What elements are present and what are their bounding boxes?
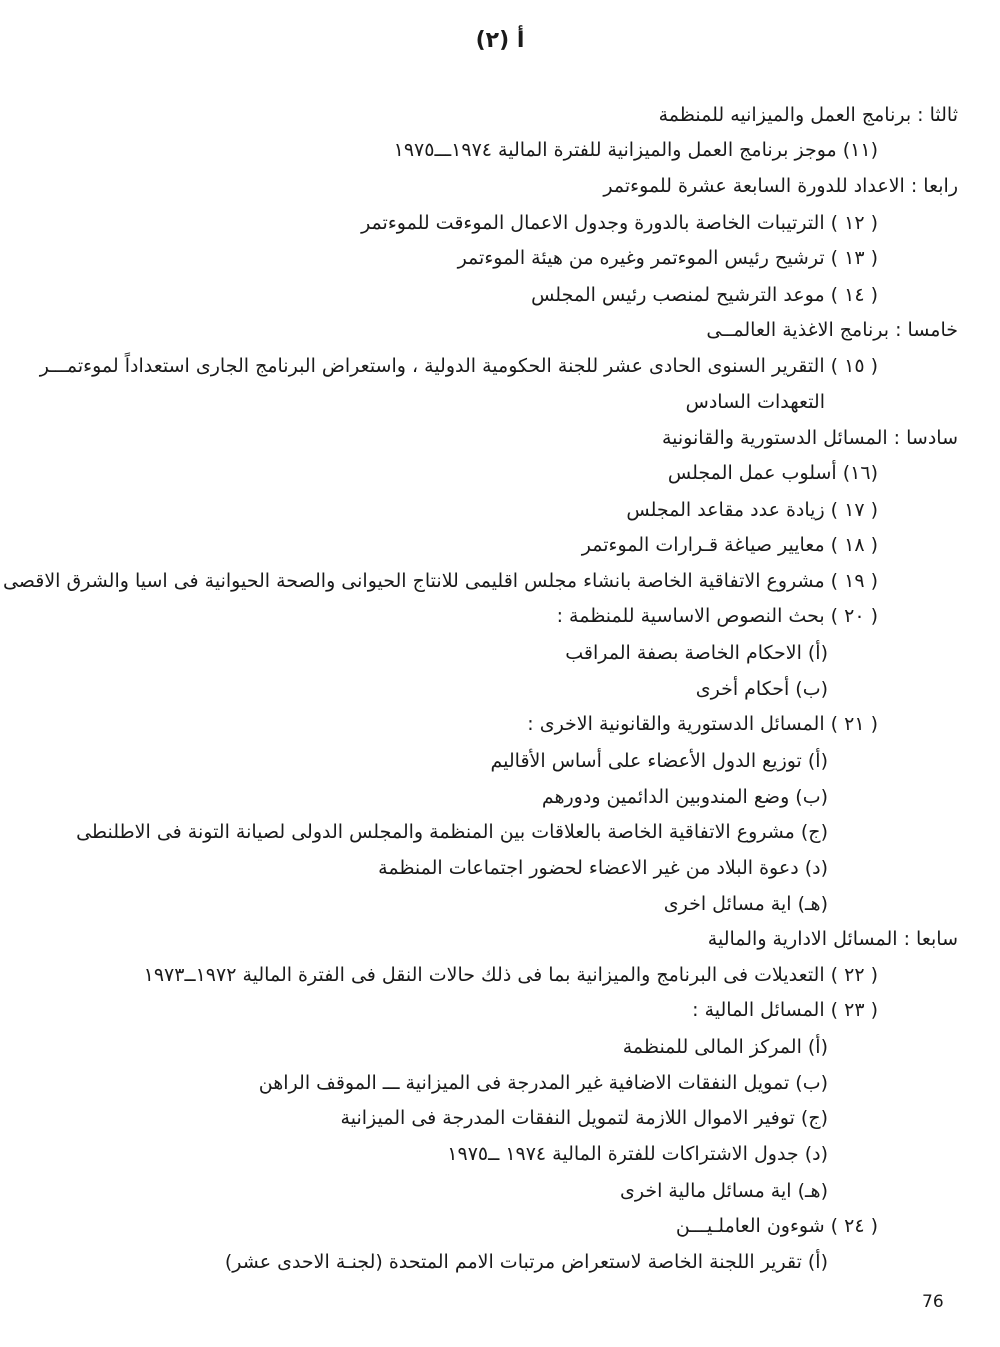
sub-item-21d: (د) دعوة البلاد من غير الاعضاء لحضور اجتماعات المنظمة [378, 857, 828, 879]
agenda-item-23: ( ٢٣ ) المسائل المالية : [692, 999, 878, 1021]
agenda-item-20: ( ٢٠ ) بحث النصوص الاساسية للمنظمة : [556, 605, 878, 627]
agenda-item-15: ( ١٥ ) التقرير السنوى الحادى عشر للجنة الحكومية الدولية ، واستعراض البرنامج الجارى استعداداً لموءتمـــر [39, 355, 878, 377]
page-header: أ (٢) [475, 28, 525, 53]
section-heading-7: سابعا : المسائل الادارية والمالية [707, 928, 958, 950]
agenda-item-15-continued: التعهدات السادس [685, 391, 825, 413]
sub-item-23c: (ج) توفير الاموال اللازمة لتمويل النفقات المدرجة فى الميزانية [340, 1107, 828, 1129]
agenda-item-18: ( ١٨ ) معايير صياغة قـرارات الموءتمر [581, 534, 878, 556]
agenda-item-24: ( ٢٤ ) شوءون العاملـيـــن [675, 1215, 878, 1237]
page-number: 76 [922, 1292, 944, 1312]
sub-item-24a: (أ) تقرير اللجنة الخاصة لاستعراض مرتبات الامم المتحدة (لجنـة الاحدى عشر) [224, 1251, 828, 1273]
agenda-item-22: ( ٢٢ ) التعديلات فى البرنامج والميزانية بما فى ذلك حالات النقل فى الفترة المالية ١٩٧٢ــ١٩٧٣ [143, 964, 878, 986]
sub-item-23d: (د) جدول الاشتراكات للفترة المالية ١٩٧٤ ــ١٩٧٥ [447, 1143, 828, 1165]
sub-item-21e: (هـ) اية مسائل اخرى [663, 893, 828, 915]
sub-item-21b: (ب) وضع المندوبين الدائمين ودورهم [541, 786, 828, 808]
sub-item-20b: (ب) أحكام أخرى [695, 678, 828, 700]
sub-item-23a: (أ) المركز المالى للمنظمة [622, 1036, 828, 1058]
section-heading-6: سادسا : المسائل الدستورية والقانونية [661, 427, 958, 449]
sub-item-20a: (أ) الاحكام الخاصة بصفة المراقب [565, 642, 828, 664]
agenda-item-12: ( ١٢ ) الترتيبات الخاصة بالدورة وجدول الاعمال الموءقت للموءتمر [361, 212, 878, 234]
section-heading-5: خامسا : برنامج الاغذية العالمــى [706, 319, 958, 341]
sub-item-23b: (ب) تمويل النفقات الاضافية غير المدرجة فى الميزانية ـــ الموقف الراهن [258, 1072, 828, 1094]
section-heading-3: ثالثا : برنامج العمل والميزانيه للمنظمة [658, 104, 958, 126]
agenda-item-17: ( ١٧ ) زيادة عدد مقاعد المجلس [626, 499, 878, 521]
section-heading-4: رابعا : الاعداد للدورة السابعة عشرة للموءتمر [603, 175, 958, 197]
agenda-item-21: ( ٢١ ) المسائل الدستورية والقانونية الاخرى : [527, 713, 878, 735]
agenda-item-11: (١١) موجز برنامج العمل والميزانية للفترة المالية ١٩٧٤ـــ١٩٧٥ [393, 139, 878, 161]
agenda-item-19: ( ١٩ ) مشروع الاتفاقية الخاصة بانشاء مجلس اقليمى للانتاج الحيوانى والصحة الحيوانية فى اسيا والشرق الاقصى [2, 570, 878, 592]
agenda-item-14: ( ١٤ ) موعد الترشيح لمنصب رئيس المجلس [531, 284, 878, 306]
agenda-item-13: ( ١٣ ) ترشيح رئيس الموءتمر وغيره من هيئة الموءتمر [457, 247, 878, 269]
sub-item-23e: (هـ) اية مسائل مالية اخرى [620, 1180, 828, 1202]
sub-item-21a: (أ) توزيع الدول الأعضاء على أساس الأقاليم [490, 750, 828, 772]
sub-item-21c: (ج) مشروع الاتفاقية الخاصة بالعلاقات بين المنظمة والمجلس الدولى لصيانة التونة فى الاطلنطى [76, 821, 828, 843]
agenda-item-16: (١٦) أسلوب عمل المجلس [667, 462, 878, 484]
